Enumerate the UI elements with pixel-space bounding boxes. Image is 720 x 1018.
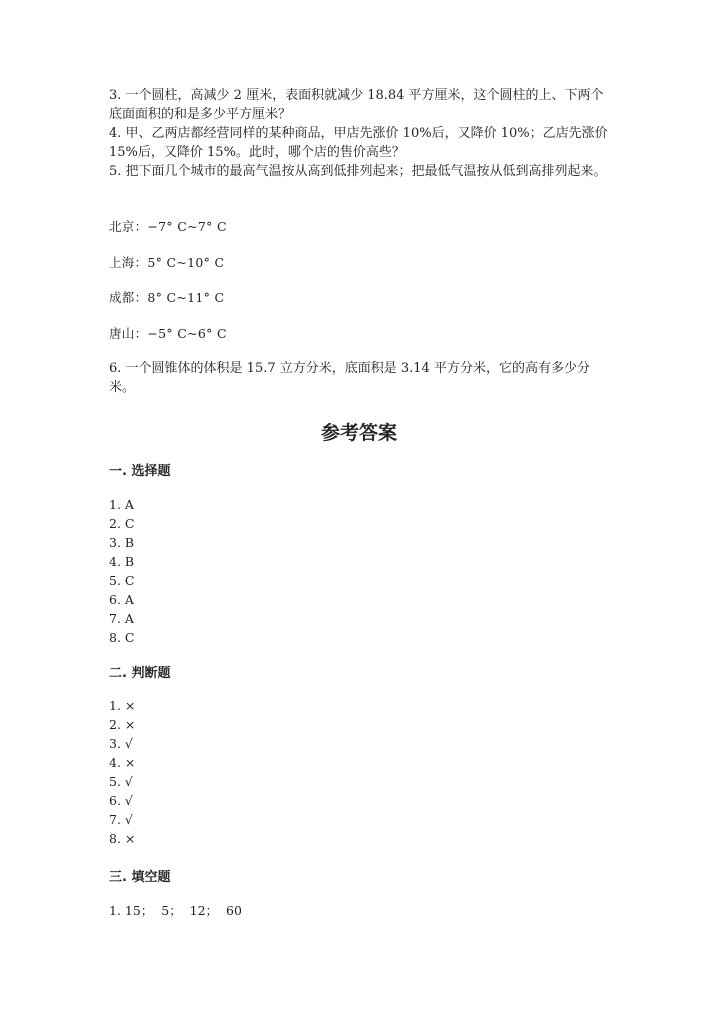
section-heading-judgement: 二. 判断题 — [109, 666, 171, 681]
city-shanghai: 上海：5° C~10° C — [109, 255, 225, 270]
answer-item: 3. B — [109, 535, 135, 550]
section-heading-fill: 三. 填空题 — [109, 870, 171, 885]
city-tangshan: 唐山：−5° C~6° C — [109, 326, 227, 341]
answer-item: 3. √ — [109, 736, 133, 751]
answer-item: 2. C — [109, 516, 135, 531]
answer-item: 8. C — [109, 630, 135, 645]
question-5: 5. 把下面几个城市的最高气温按从高到低排列起来；把最低气温按从低到高排列起来。 — [109, 164, 607, 179]
answer-list-choice — [109, 495, 134, 647]
answer-title: 参考答案 — [320, 422, 397, 444]
section-heading-choice: 一. 选择题 — [109, 464, 171, 479]
answer-item: 1. 15； 5； 12； 60 — [109, 903, 242, 918]
answer-list-judgement — [109, 696, 135, 848]
city-beijing: 北京：−7° C~7° C — [109, 219, 227, 234]
answer-item: 7. A — [109, 611, 134, 626]
answer-item: 4. × — [109, 755, 136, 770]
answer-item: 5. C — [109, 573, 135, 588]
city-chengdu: 成都：8° C~11° C — [109, 290, 225, 305]
answer-item: 6. √ — [109, 793, 133, 808]
answer-item: 1. × — [109, 698, 136, 713]
answer-item: 2. × — [109, 717, 136, 732]
answer-list-fill — [109, 901, 242, 920]
answer-item: 7. √ — [109, 812, 133, 827]
answer-item: 4. B — [109, 554, 135, 569]
question-3: 3. 一个圆柱，高减少 2 厘米，表面积就减少 18.84 平方厘米，这个圆柱的上、下两个底面面积的和是多少平方厘米？ — [109, 88, 604, 122]
question-block — [109, 86, 609, 181]
question-4: 4. 甲、乙两店都经营同样的某种商品，甲店先涨价 10%后，又降价 10%；乙店先涨价 15%后，又降价 15%。此时，哪个店的售价高些？ — [109, 126, 608, 160]
answer-item: 1. A — [109, 497, 134, 512]
question-6: 6. 一个圆锥体的体积是 15.7 立方分米，底面积是 3.14 平方分米，它的高有多少分米。 — [109, 361, 590, 395]
answer-item: 6. A — [109, 592, 134, 607]
answer-item: 5. √ — [109, 774, 133, 789]
answer-item: 8. × — [109, 831, 136, 846]
